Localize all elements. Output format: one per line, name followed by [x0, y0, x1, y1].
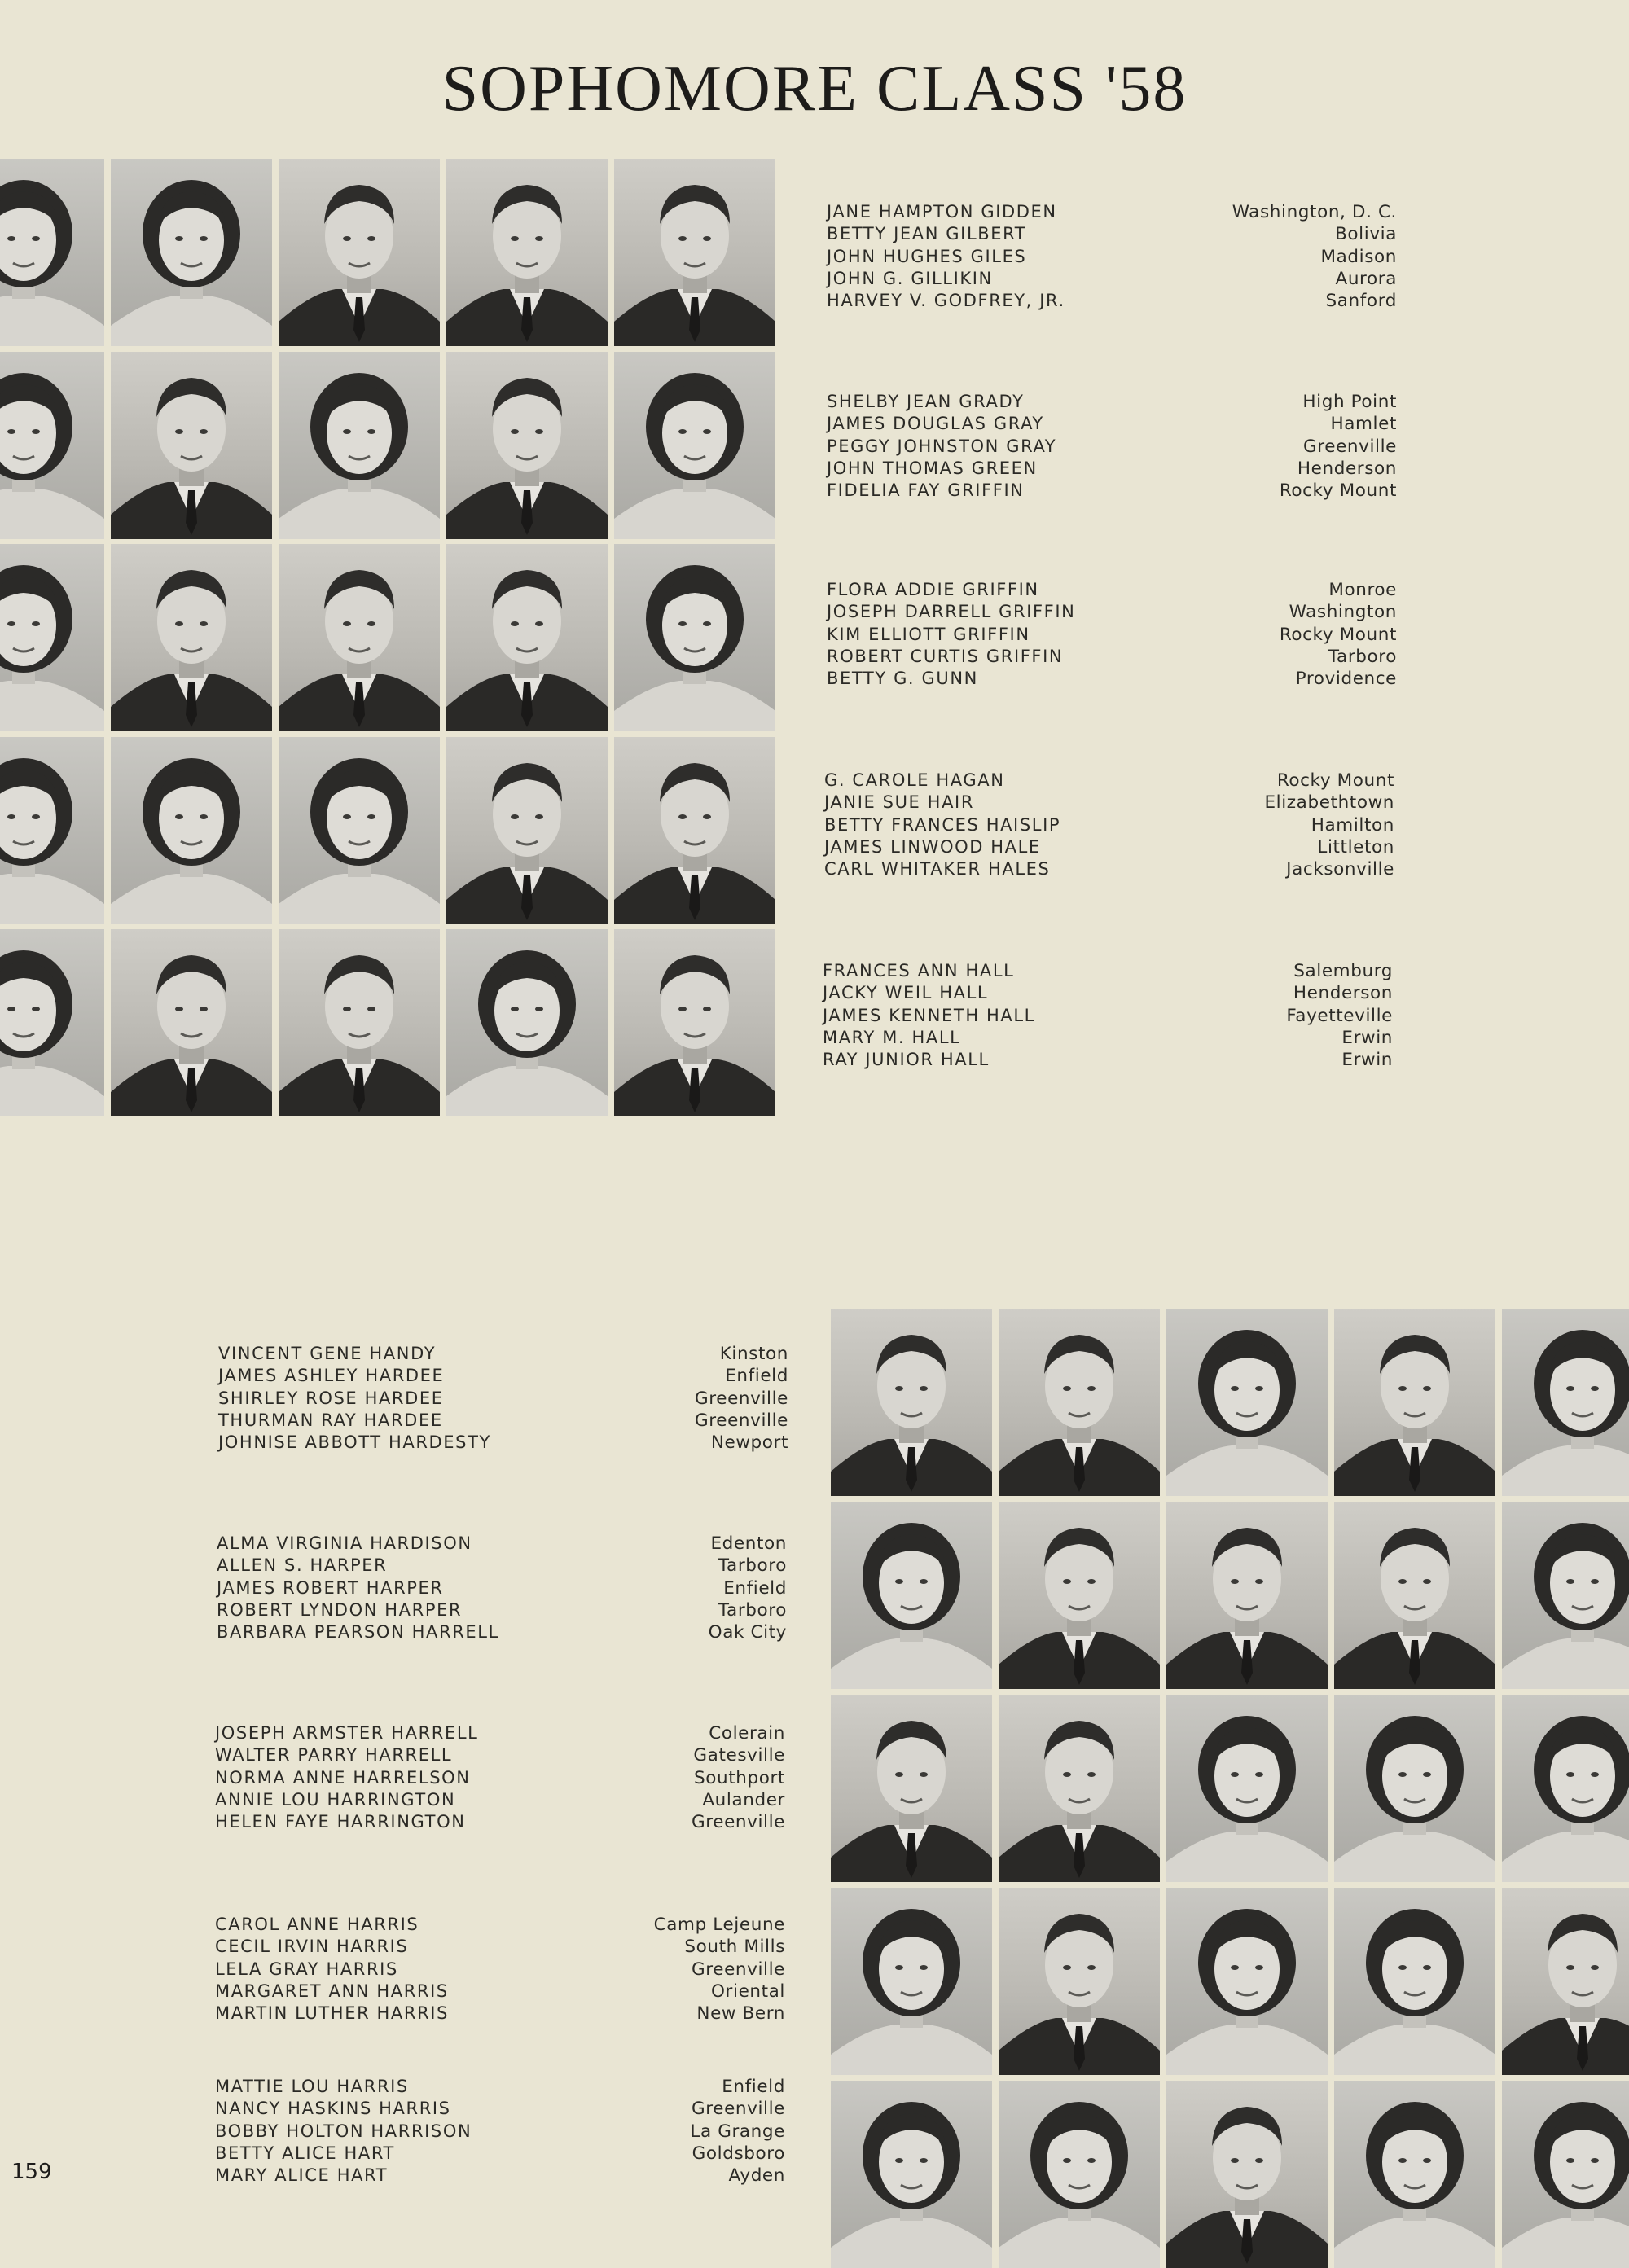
student-portrait: [1502, 1695, 1629, 1882]
female-portrait-icon: [0, 737, 104, 924]
student-portrait: [1334, 1309, 1495, 1496]
female-portrait-icon: [1334, 1888, 1495, 2075]
male-portrait-icon: [1334, 1309, 1495, 1496]
student-row: [823, 982, 1393, 1004]
student-name: RAY JUNIOR HALL: [823, 1050, 990, 1070]
student-hometown: Washington: [1289, 602, 1397, 623]
female-portrait-icon: [1334, 2081, 1495, 2268]
female-portrait-icon: [1502, 1309, 1629, 1496]
student-row: [824, 792, 1394, 814]
student-hometown: Greenville: [1303, 436, 1397, 457]
male-portrait-icon: [999, 1888, 1160, 2075]
male-portrait-icon: [446, 737, 608, 924]
student-portrait: [614, 159, 775, 346]
student-row: [215, 1959, 785, 1981]
student-portrait: [614, 737, 775, 924]
male-portrait-icon: [1502, 1888, 1629, 2075]
student-name: HARVEY V. GODFREY, JR.: [827, 291, 1065, 311]
student-row: [217, 1533, 787, 1555]
male-portrait-icon: [111, 544, 272, 731]
student-hometown: High Point: [1302, 392, 1397, 412]
student-name: JAMES DOUGLAS GRAY: [827, 414, 1044, 434]
student-row: [827, 413, 1397, 435]
female-portrait-icon: [1502, 1695, 1629, 1882]
student-name: BETTY ALICE HART: [215, 2143, 395, 2163]
student-row: [827, 201, 1397, 223]
student-name: JOSEPH DARRELL GRIFFIN: [827, 602, 1076, 622]
student-name: MARY M. HALL: [823, 1027, 961, 1047]
student-row: [827, 223, 1397, 245]
student-portrait: [1334, 1695, 1495, 1882]
student-name: G. CAROLE HAGAN: [824, 770, 1005, 790]
page-number: 159: [11, 2160, 52, 2184]
student-portrait: [1334, 1888, 1495, 2075]
student-row: [215, 2076, 785, 2098]
student-portrait: [831, 1888, 992, 2075]
student-hometown: Oriental: [711, 1981, 785, 2002]
student-hometown: Washington, D. C.: [1232, 202, 1397, 222]
student-hometown: Colerain: [709, 1723, 785, 1744]
student-hometown: Providence: [1295, 669, 1397, 690]
student-row: [215, 1936, 785, 1958]
student-row: [215, 1981, 785, 2003]
student-name: NORMA ANNE HARRELSON: [215, 1767, 471, 1788]
student-name: NANCY HASKINS HARRIS: [215, 2099, 451, 2119]
male-portrait-icon: [999, 1695, 1160, 1882]
student-name: JACKY WEIL HALL: [823, 983, 989, 1003]
student-hometown: La Grange: [690, 2121, 785, 2142]
student-hometown: Tarboro: [718, 1599, 787, 1621]
student-hometown: Enfield: [722, 2077, 785, 2097]
female-portrait-icon: [614, 352, 775, 539]
student-row: [215, 2098, 785, 2120]
student-portrait: [111, 737, 272, 924]
male-portrait-icon: [111, 929, 272, 1116]
student-name: BETTY FRANCES HAISLIP: [824, 814, 1061, 835]
student-name: ANNIE LOU HARRINGTON: [215, 1789, 456, 1810]
student-portrait: [0, 352, 104, 539]
student-row: [824, 770, 1394, 792]
male-portrait-icon: [111, 352, 272, 539]
female-portrait-icon: [0, 544, 104, 731]
student-portrait: [999, 2081, 1160, 2268]
student-group-9: [215, 1914, 785, 2025]
student-row: [217, 1621, 787, 1643]
student-name: CAROL ANNE HARRIS: [215, 1915, 419, 1934]
student-hometown: Ayden: [728, 2165, 785, 2187]
student-name: JOSEPH ARMSTER HARRELL: [215, 1723, 479, 1743]
student-group-10: [215, 2076, 785, 2187]
student-hometown: Erwin: [1341, 1050, 1393, 1071]
student-hometown: Henderson: [1297, 458, 1397, 479]
student-row: [218, 1432, 788, 1454]
student-hometown: Rocky Mount: [1276, 770, 1394, 791]
student-name: LELA GRAY HARRIS: [215, 1959, 398, 1979]
student-hometown: Sanford: [1325, 291, 1397, 312]
student-hometown: Aulander: [702, 1789, 785, 1810]
student-portrait: [614, 544, 775, 731]
student-row: [215, 1811, 785, 1833]
student-portrait: [999, 1695, 1160, 1882]
student-portrait: [614, 929, 775, 1116]
female-portrait-icon: [111, 159, 272, 346]
student-group-5: [823, 960, 1393, 1071]
student-row: [823, 960, 1393, 982]
student-name: JAMES ASHLEY HARDEE: [218, 1366, 445, 1386]
student-hometown: Henderson: [1293, 983, 1393, 1004]
student-name: JANE HAMPTON GIDDEN: [827, 202, 1057, 222]
student-hometown: Littleton: [1317, 836, 1394, 858]
student-portrait: [0, 544, 104, 731]
male-portrait-icon: [1166, 2081, 1328, 2268]
student-hometown: Madison: [1320, 246, 1397, 267]
student-hometown: Kinston: [719, 1344, 788, 1364]
student-hometown: Enfield: [723, 1577, 787, 1599]
student-hometown: Tarboro: [1328, 646, 1397, 667]
student-hometown: Jacksonville: [1286, 859, 1394, 880]
student-portrait: [1502, 1888, 1629, 2075]
male-portrait-icon: [279, 929, 440, 1116]
male-portrait-icon: [614, 929, 775, 1116]
student-portrait: [1166, 1888, 1328, 2075]
female-portrait-icon: [0, 352, 104, 539]
student-row: [215, 2003, 785, 2025]
student-name: BOBBY HOLTON HARRISON: [215, 2121, 472, 2141]
student-row: [827, 246, 1397, 268]
student-row: [827, 601, 1397, 623]
student-row: [215, 1767, 785, 1789]
student-portrait: [446, 929, 608, 1116]
student-name: WALTER PARRY HARRELL: [215, 1745, 453, 1766]
student-name: FRANCES ANN HALL: [823, 961, 1015, 980]
student-hometown: Greenville: [692, 1959, 785, 1980]
student-row: [215, 1722, 785, 1744]
student-hometown: South Mills: [684, 1937, 785, 1958]
student-hometown: Rocky Mount: [1279, 624, 1397, 645]
female-portrait-icon: [999, 2081, 1160, 2268]
student-name: JAMES KENNETH HALL: [823, 1005, 1035, 1025]
student-row: [217, 1599, 787, 1621]
student-group-8: [215, 1722, 785, 1833]
student-portrait: [446, 544, 608, 731]
student-name: CECIL IRVIN HARRIS: [215, 1937, 409, 1957]
student-portrait: [999, 1888, 1160, 2075]
student-portrait: [1166, 1502, 1328, 1689]
student-row: [827, 624, 1397, 646]
student-portrait: [999, 1309, 1160, 1496]
male-portrait-icon: [446, 159, 608, 346]
female-portrait-icon: [279, 352, 440, 539]
student-row: [824, 814, 1394, 836]
male-portrait-icon: [831, 1309, 992, 1496]
student-row: [215, 2121, 785, 2143]
student-row: [827, 646, 1397, 668]
student-portrait: [831, 1309, 992, 1496]
student-portrait: [111, 544, 272, 731]
student-row: [823, 1027, 1393, 1049]
student-portrait: [111, 159, 272, 346]
student-group-2: [827, 391, 1397, 502]
female-portrait-icon: [279, 737, 440, 924]
student-hometown: Salemburg: [1293, 961, 1393, 981]
student-portrait: [446, 159, 608, 346]
student-name: FLORA ADDIE GRIFFIN: [827, 580, 1039, 599]
female-portrait-icon: [1502, 1502, 1629, 1689]
student-name: JANIE SUE HAIR: [824, 792, 975, 813]
student-portrait: [0, 159, 104, 346]
student-row: [215, 2143, 785, 2165]
student-hometown: Aurora: [1335, 268, 1397, 289]
student-portrait: [446, 737, 608, 924]
student-hometown: Greenville: [695, 1388, 788, 1409]
student-row: [827, 579, 1397, 601]
page-title: SOPHOMORE CLASS '58: [441, 53, 1188, 125]
student-portrait: [279, 929, 440, 1116]
female-portrait-icon: [831, 1502, 992, 1689]
student-name: ROBERT CURTIS GRIFFIN: [827, 646, 1064, 666]
student-portrait: [111, 352, 272, 539]
student-name: ROBERT LYNDON HARPER: [217, 1599, 463, 1620]
student-portrait: [279, 737, 440, 924]
student-portrait: [1502, 2081, 1629, 2268]
student-portrait: [831, 1502, 992, 1689]
student-portrait: [999, 1502, 1160, 1689]
student-hometown: Hamilton: [1311, 814, 1394, 836]
student-portrait: [279, 352, 440, 539]
student-portrait: [1334, 1502, 1495, 1689]
student-name: VINCENT GENE HANDY: [218, 1344, 437, 1363]
student-row: [827, 268, 1397, 290]
student-name: BETTY JEAN GILBERT: [827, 224, 1027, 244]
student-row: [827, 668, 1397, 690]
student-portrait: [279, 159, 440, 346]
male-portrait-icon: [446, 544, 608, 731]
student-portrait: [1502, 1502, 1629, 1689]
student-portrait: [831, 2081, 992, 2268]
student-name: MATTIE LOU HARRIS: [215, 2077, 409, 2096]
student-row: [823, 1049, 1393, 1071]
student-row: [827, 391, 1397, 413]
student-row: [215, 1744, 785, 1766]
student-name: JOHNISE ABBOTT HARDESTY: [218, 1432, 491, 1453]
student-name: BETTY G. GUNN: [827, 669, 978, 689]
student-name: MARY ALICE HART: [215, 2165, 389, 2186]
female-portrait-icon: [1166, 1888, 1328, 2075]
female-portrait-icon: [1334, 1695, 1495, 1882]
student-row: [823, 1005, 1393, 1027]
student-hometown: Camp Lejeune: [653, 1915, 785, 1935]
student-name: JOHN G. GILLIKIN: [827, 268, 993, 288]
student-group-7: [217, 1533, 787, 1643]
male-portrait-icon: [279, 544, 440, 731]
student-name: JAMES ROBERT HARPER: [217, 1577, 444, 1598]
student-row: [824, 836, 1394, 858]
female-portrait-icon: [446, 929, 608, 1116]
student-row: [215, 1914, 785, 1936]
student-portrait: [1166, 1695, 1328, 1882]
student-row: [827, 290, 1397, 312]
student-group-3: [827, 579, 1397, 690]
male-portrait-icon: [1166, 1502, 1328, 1689]
student-name: SHIRLEY ROSE HARDEE: [218, 1388, 444, 1408]
student-hometown: Goldsboro: [692, 2143, 785, 2164]
student-row: [218, 1410, 788, 1432]
student-hometown: Greenville: [692, 1812, 785, 1833]
student-portrait: [1166, 1309, 1328, 1496]
student-portrait: [279, 544, 440, 731]
student-hometown: Newport: [710, 1432, 788, 1454]
student-hometown: Elizabethtown: [1264, 792, 1394, 814]
student-row: [824, 858, 1394, 880]
student-name: FIDELIA FAY GRIFFIN: [827, 480, 1025, 501]
student-hometown: Rocky Mount: [1279, 480, 1397, 502]
female-portrait-icon: [831, 1888, 992, 2075]
student-hometown: Southport: [694, 1767, 785, 1788]
male-portrait-icon: [999, 1309, 1160, 1496]
student-hometown: Tarboro: [718, 1555, 787, 1577]
student-name: PEGGY JOHNSTON GRAY: [827, 436, 1057, 456]
student-name: HELEN FAYE HARRINGTON: [215, 1812, 466, 1832]
student-row: [218, 1343, 788, 1365]
student-portrait: [111, 929, 272, 1116]
male-portrait-icon: [1334, 1502, 1495, 1689]
male-portrait-icon: [614, 159, 775, 346]
student-portrait: [0, 737, 104, 924]
student-portrait: [446, 352, 608, 539]
student-name: KIM ELLIOTT GRIFFIN: [827, 624, 1030, 644]
student-row: [215, 1789, 785, 1811]
student-group-6: [218, 1343, 788, 1454]
student-hometown: Greenville: [692, 2099, 785, 2120]
student-group-1: [827, 201, 1397, 312]
student-hometown: New Bern: [696, 2003, 785, 2025]
female-portrait-icon: [614, 544, 775, 731]
female-portrait-icon: [111, 737, 272, 924]
student-row: [215, 2165, 785, 2187]
student-name: JAMES LINWOOD HALE: [824, 836, 1041, 857]
female-portrait-icon: [0, 929, 104, 1116]
female-portrait-icon: [831, 2081, 992, 2268]
student-hometown: Erwin: [1341, 1027, 1393, 1048]
student-portrait: [1334, 2081, 1495, 2268]
student-hometown: Oak City: [708, 1622, 787, 1643]
student-hometown: Enfield: [725, 1366, 788, 1387]
student-group-4: [824, 770, 1394, 880]
male-portrait-icon: [831, 1695, 992, 1882]
student-hometown: Hamlet: [1330, 414, 1397, 435]
student-portrait: [614, 352, 775, 539]
student-row: [218, 1365, 788, 1387]
student-name: CARL WHITAKER HALES: [824, 859, 1051, 880]
student-name: MARTIN LUTHER HARRIS: [215, 2003, 449, 2024]
female-portrait-icon: [1166, 1695, 1328, 1882]
female-portrait-icon: [0, 159, 104, 346]
female-portrait-icon: [1166, 1309, 1328, 1496]
student-hometown: Gatesville: [693, 1745, 785, 1766]
student-name: THURMAN RAY HARDEE: [218, 1410, 443, 1430]
male-portrait-icon: [446, 352, 608, 539]
student-hometown: Fayetteville: [1286, 1005, 1393, 1026]
student-hometown: Bolivia: [1335, 224, 1397, 245]
student-portrait: [831, 1695, 992, 1882]
female-portrait-icon: [1502, 2081, 1629, 2268]
student-row: [217, 1555, 787, 1577]
student-hometown: Edenton: [710, 1533, 787, 1554]
student-name: ALMA VIRGINIA HARDISON: [217, 1533, 472, 1553]
student-row: [217, 1577, 787, 1599]
male-portrait-icon: [614, 737, 775, 924]
student-name: SHELBY JEAN GRADY: [827, 392, 1025, 411]
male-portrait-icon: [999, 1502, 1160, 1689]
student-hometown: Greenville: [695, 1410, 788, 1431]
male-portrait-icon: [279, 159, 440, 346]
student-row: [827, 458, 1397, 480]
student-name: JOHN THOMAS GREEN: [827, 458, 1038, 478]
student-hometown: Monroe: [1328, 580, 1397, 600]
student-name: JOHN HUGHES GILES: [827, 246, 1027, 266]
student-name: BARBARA PEARSON HARRELL: [217, 1622, 499, 1643]
student-row: [218, 1388, 788, 1410]
student-portrait: [1166, 2081, 1328, 2268]
student-portrait: [1502, 1309, 1629, 1496]
student-name: ALLEN S. HARPER: [217, 1555, 388, 1576]
student-portrait: [0, 929, 104, 1116]
student-name: MARGARET ANN HARRIS: [215, 1981, 449, 2001]
student-row: [827, 436, 1397, 458]
student-row: [827, 480, 1397, 502]
